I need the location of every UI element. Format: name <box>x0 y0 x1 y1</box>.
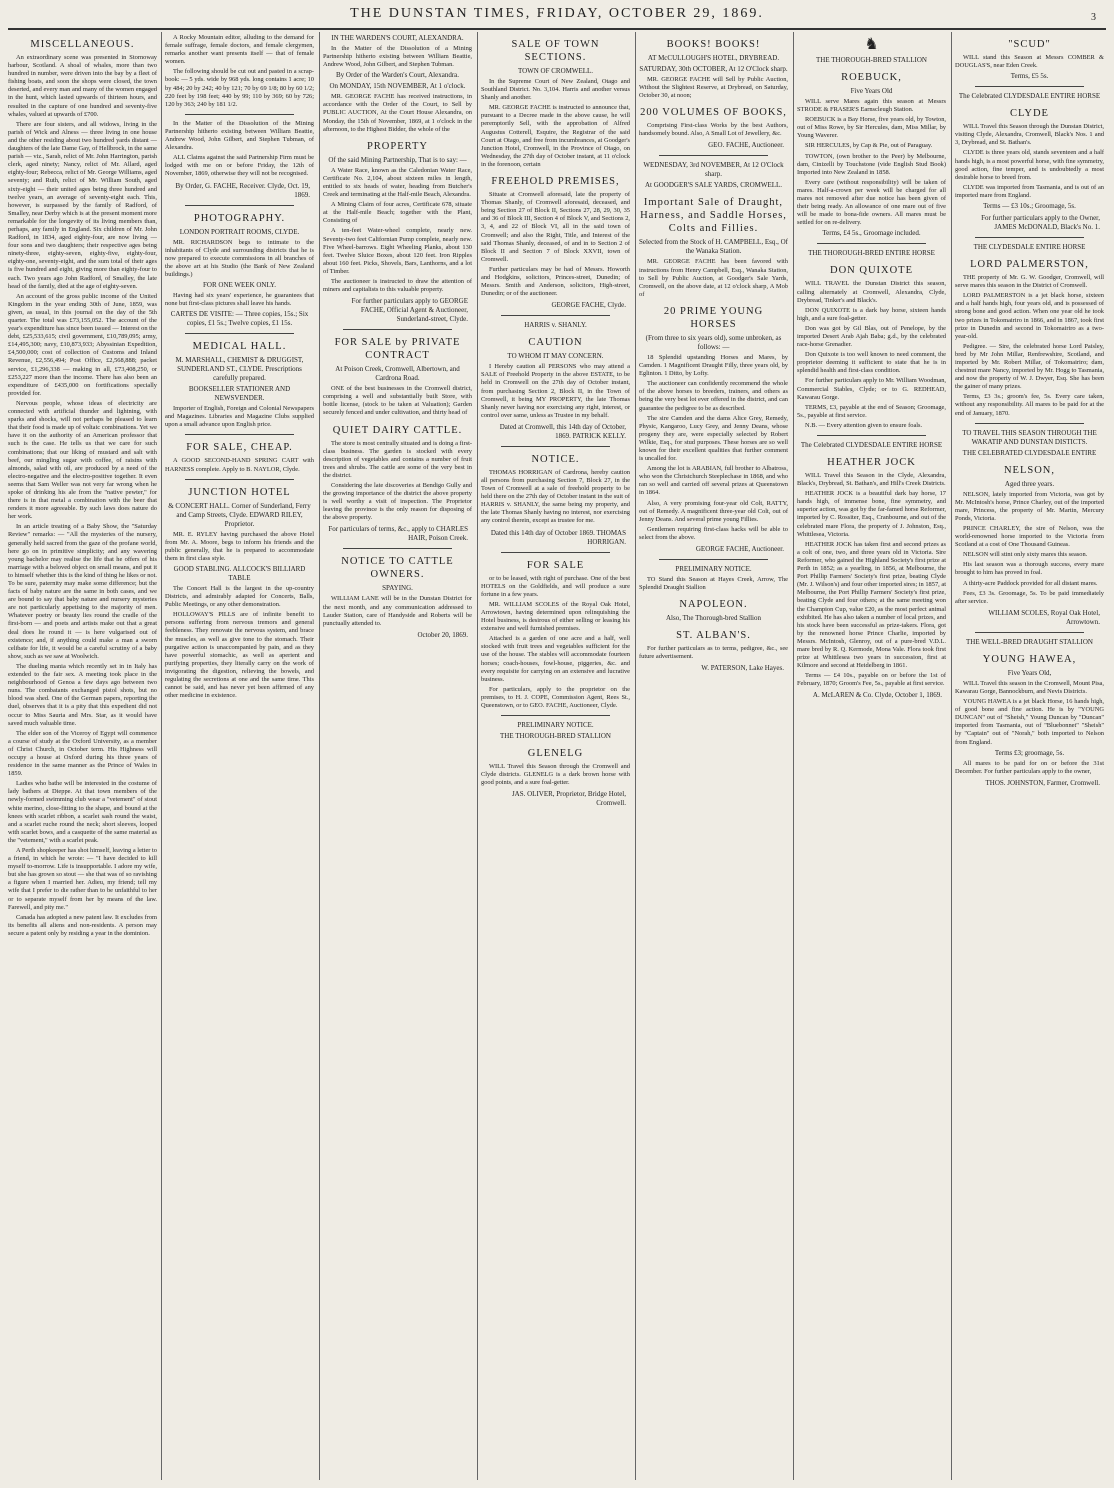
ad-subheading: By Order of the Warden's Court, Alexandra. <box>335 71 460 80</box>
ad-subheading: SATURDAY, 30th OCTOBER, At 12 O'Clock sharp. <box>639 65 788 73</box>
section-divider <box>975 86 1084 87</box>
ad-subheading: TO TRAVEL THIS SEASON THROUGH THE WAKATIP AND DUNSTAN DISTICTS. <box>962 428 1097 446</box>
column-rule <box>951 32 952 1480</box>
section-divider <box>185 114 294 115</box>
article-paragraph: The elder son of the Viceroy of Egypt will commence a course of study at the Oxford University, as a member of Christ Church, in October term. His Highness will occupy a house at Oxford during his three years of residence in the same manner as the Prince of Wales in 1859. <box>8 729 157 778</box>
ad-heading: FOR SALE <box>526 559 585 571</box>
article-paragraph: A thirty-acre Paddock provided for all distant mares. <box>963 579 1098 587</box>
section-divider <box>975 237 1084 238</box>
ad-signature: By Order, G. FACHE, Receiver. Clyde, Oct. 19, 1869. <box>175 181 310 199</box>
article-paragraph: TO Stand this Season at Hayes Creek, Arrow, The Splendid Draught Stallion <box>639 576 788 592</box>
ad-heading: GLENELG <box>527 748 584 760</box>
section-divider <box>501 552 610 553</box>
ad-heading: Important Sale of Draught, Harness, and Saddle Horses, Colts and Fillies. <box>640 197 787 235</box>
column-rule <box>319 32 320 1480</box>
ad-signature: Dated at Cromwell, this 14th day of October, 1869. PATRICK KELLY. <box>499 422 626 440</box>
article-paragraph: The following should be cut out and pasted in a scrap-book: — 5 yds. wide by 968 yds. long contains 1 acre; 10 by 484; 20 by 242; 40 by 121; 70 by 69 1/8; 80 by 60 1/2; 220 feet by 198 feet; 440 by 99; 110 by 369; 60 by 726; 120 by 363; 240 by 181 1/2. <box>165 68 314 108</box>
article-paragraph: Nervous people, whose ideas of electricity are connected with artificial thunder and lightning, with sparks and shocks, will not perhaps be pleased to learn that their food is made up of voltaic combinations. Yet we have it on the authority of an American professor that such is the case. He tells us that we care for such combinations; that our liking of mustard and salt with beef, our mingling sugar with coffee, of raisins with almonds, salad with oil, are produced by a need of the electro-negative and the electro-positive together. It even seems that Sam Weller was not very far wrong when he spoke of drinking his ale from the "native pewter," for there is in that metal a combination with the beer that renders it more agreeable. By such laws does nature do her work. <box>8 399 157 521</box>
section-divider <box>343 548 452 549</box>
article-paragraph: Pedigree. — Sire, the celebrated horse Lord Paisley, bred by Mr John Millar, Renfrewshire, Scotland, and imported by Mr. Robert Millar, of Tokomairiro; dam, chestnut mare Nancy, imported by Mr. Hogg to Tasmania, and now the property of W. J. Dwyer, Esq. She has been the gainer of many prizes. <box>955 342 1104 391</box>
article-paragraph: YOUNG HAWEA is a jet black Horse, 16 hands high, of good bone and fine action. He is by "YOUNG DUNCAN" out of "Sheish," Young Duncan by "Duncan" imported from Tasmania, out of "Bluebonnet" "Sheish" by "Captain" out of "Norah," both imported to Nelson from England. <box>955 698 1104 746</box>
article-paragraph: HEATHER JOCK is a beautiful dark bay horse, 17 hands high, of immense bone, fine symmetry, and superior action, was got by the far-famed horse Reformer, imported by C. Rossiter, Esq., Cranbourne, and out of the celebrated mare Flora, the property of J. Johnston, Esq., Whittlesea, Victoria. <box>797 490 946 538</box>
article-paragraph: The auctioneer is instructed to draw the attention of miners and capitalists to this valuable property. <box>323 277 472 294</box>
ad-signature: For particulars of terms, &c., apply to CHARLES HAIR, Poison Creek. <box>328 525 468 543</box>
article-paragraph: WILL Travel this season in the Cromwell, Mount Pisa, Kawarau Gorge, Bannockburn, and Nevis Districts. <box>955 679 1104 695</box>
column-rule <box>161 32 162 1480</box>
column-4 <box>481 32 630 1480</box>
ad-subheading: M. MARSHALL, CHEMIST & DRUGGIST, SUNDERLAND ST., CLYDE. Prescriptions carefully prepared. <box>175 356 304 383</box>
ad-heading: CAUTION <box>528 337 583 349</box>
ad-subheading: LONDON PORTRAIT ROOMS, CLYDE. <box>179 227 300 236</box>
article-paragraph: The store is most centrally situated and is doing a first-class business. The garden is stocked with every description of vegetables and contains a number of fruit trees and shrubs. The cattle are some of the very best in the district. <box>323 439 472 479</box>
ad-heading: DON QUIXOTE <box>829 265 914 277</box>
article-paragraph: The Concert Hall is the largest in the up-country Districts, and admirably adapted for Concerts, Balls, Public Meetings, or any other demonstration. <box>165 585 314 609</box>
article-paragraph: An extraordinary scene was presented in Stornoway harbour, Scotland. A shoal of whales, more than two hundred in number, were driven into the bay by a fleet of fishing boats, and soon the shops were closed, the town deserted, and every man and many of the women engaged in the hunt, which lasted upwards of thirteen hours, and resulted in the capture of one hundred and seventy-five whales, valued at upwards of £700. <box>8 54 157 118</box>
article-paragraph: For further particulars apply to Mr. William Woodman, Commercial Stables, Clyde; or to G. REDHEAD, Kawarau Gorge. <box>797 377 946 401</box>
ad-subheading: Terms £3; groomage, 5s. <box>994 748 1065 757</box>
ad-heading: PHOTOGRAPHY. <box>193 212 286 224</box>
section-divider <box>501 715 610 716</box>
article-paragraph: ROEBUCK is a Bay Horse, five years old, by Towton, out of Miss Rowe, by Sir Hercules, dam, Miss Millar, by Young Waverer. <box>797 116 946 140</box>
column-rule <box>477 32 478 1480</box>
article-paragraph: For further particulars as to terms, pedigree, &c., see future advertisement. <box>639 645 788 661</box>
ad-heading: NOTICE. <box>531 453 580 465</box>
ad-heading: NOTICE TO CATTLE OWNERS. <box>341 556 454 581</box>
section-divider <box>817 435 926 436</box>
ad-subheading: Terms — £3 10s.; Groomage, 5s. <box>983 202 1076 211</box>
article-paragraph: MR. GEORGE FACHE has received instructions, in accordance with the Order of the Court, to Sell by PUBLIC AUCTION, At the Court House Alexandra, on Monday, the 15th of November, 1869, at 1 o'clock in the afternoon, to the Highest Bidder, the whole of the <box>323 93 472 133</box>
article-paragraph: ONE of the best businesses in the Cromwell district, comprising a well and substantially built Store, with bottle license, (stock to be taken at Valuation); Garden securely fenced and under cultivation, and thirty head of <box>323 385 472 417</box>
article-paragraph: I Hereby caution all PERSONS who may attend a SALE of Freehold Property in the above ESTATE, to be held in Cromwell on the 27th day of October instant, from purchasing Section 2, Block II, in the Town of Cromwell, it being MY PROPERTY, the late Thomas Shanly never having nor exercising any right, interest, or control over same, unless as Trustee in my behalf. <box>481 363 630 419</box>
article-paragraph: WILL Travel this Season in the Clyde, Alexandra, Black's, Drybread, St. Bathan's, and Hill's Creek Districts. <box>797 472 946 488</box>
section-divider <box>343 329 452 330</box>
article-paragraph: In the Matter of the Dissolution of a Mining Partnership hitherto existing between William Beattie, Andrew Wood, John Gilbert, and Stephen Tubman. <box>323 45 472 69</box>
ad-heading: ST. ALBAN'S. <box>676 630 751 642</box>
ad-signature: A. McLAREN & Co. Clyde, October 1, 1869. <box>812 691 942 700</box>
ad-heading: NAPOLEON. <box>679 599 748 611</box>
article-paragraph: or to be leased, with right of purchase. One of the best HOTELS on the Goldfields, and will produce a sure fortune in a few years. <box>481 574 630 598</box>
article-paragraph: The sire Camden and the dams Alice Grey, Remedy, Physic, Kangaroo, Lucy Grey, and Jenny Deans, whose progeny they are, were especially selected by Robert Wilkie, Esq., for stud purposes. These horses are so well known for their excellent qualities that further comment is uncalled for. <box>639 414 788 463</box>
article-paragraph: A Mining Claim of four acres, Certificate 678, situate at the Half-mile Beach; together with the Plant, Consisting of <box>323 201 472 225</box>
ad-subheading: Five Years Old <box>850 87 893 95</box>
ad-subheading: THE THOROUGH-BRED STALLION <box>816 56 927 64</box>
ad-heading: YOUNG HAWEA, <box>982 653 1077 665</box>
article-paragraph: TOWTON, (own brother to the Peer) by Melbourne, dam, Cinizelli by Touchstone (vide English Stud Book) Imported into New Zealand in 1858. <box>797 152 946 176</box>
ad-heading: MEDICAL HALL. <box>192 341 287 353</box>
section-divider <box>501 315 610 316</box>
ad-subheading: Terms, £4 5s., Groomage included. <box>822 229 921 238</box>
article-paragraph: WILL Travel this Season through the Cromwell and Clyde districts. GLENELG is a dark brown horse with good points, and a sure foal-getter. <box>481 763 630 787</box>
article-paragraph: MR. GEORGE FACHE will Sell by Public Auction, Without the Slightest Reserve, at Drybread, on Saturday, October 30, at noon; <box>639 76 788 100</box>
article-paragraph: Among the lot is ARABIAN, full brother to Albatross, who won the Christchurch Steeplechase in 1868, and who ran so well and carried off several prizes at Queenstown in 1864. <box>639 465 788 497</box>
ad-subheading: Terms, £5 5s. <box>1010 72 1049 81</box>
article-paragraph: Importer of English, Foreign and Colonial Newspapers and Magazines. Libraries and Magazine Clubs supplied upon a small advance upon English price. <box>165 405 314 429</box>
article-paragraph: An account of the gross public income of the United Kingdom in the year ending 30th of June, 1859, was given, as usual, in this journal on the day of the 5th quarter. The total was £73,155,052. The account of the year's expenditure has since been issued — Interest on the debt, £25,533,615; civil government, £10,789,095; army, £14,495,300; navy, £10,873,933; Abyssinian Expedition, £4,500,000; cost of collection of Customs and Inland Revenue, £2,556,494; Post Office, £2,568,888; packet service, £1,296,338 — making in all, £73,408,250, or £253,227 more than the income. There has also been an expenditure of £435,000 on fortifications specially provided for. <box>8 292 157 397</box>
article-paragraph: Further particulars may be had of Messrs. Howorth and Hodgkins, solicitors, Princes-street, Dunedin; of Messrs. Smith and Anderson, solicitors, High-street, Dunedin; or of the auctioneer. <box>481 265 630 298</box>
ad-subheading: TO WHOM IT MAY CONCERN. <box>507 352 604 361</box>
article-paragraph: WILL serve Mares again this season at Messrs STRODE & FRASER'S Earnscleugh Station. <box>797 98 946 114</box>
article-paragraph: Ladies who bathe will be interested in the costume of lady bathers at Dieppe. At that town members of the newly-formed swimming club wear a "vetement" of stout white merino, close-fitting to the shape, and bound at the knees with scarlet ribbon, a scarlet sash round the waist, and a scarlet ruche round the neck; short sleeves, looped with scarlet bows, and a casquette of the same material as the "vetement," with a scarlet peak. <box>8 780 157 844</box>
column-3 <box>323 32 472 1480</box>
article-paragraph: Comprising First-class Works by the best Authors, handsomely bound. Also, A Small Lot of Jewellery, &c. <box>639 122 788 138</box>
article-paragraph: CLYDE is three years old, stands seventeen and a half hands high, is a most powerful horse, with fine symmetry, good action, fine temper, and is undoubtedly a most desirable horse to breed from. <box>955 149 1104 181</box>
section-divider <box>817 243 926 244</box>
ad-subheading: THE WELL-BRED DRAUGHT STALLION <box>966 637 1093 646</box>
article-paragraph: WILL Travel this Season through the Dunstan District, visiting Clyde, Alexandra, Cromwell, Black's Nos. 1 and 3, Drybread, and St. Bathan's. <box>955 123 1104 147</box>
article-paragraph: Having had six years' experience, he guarantees that none but first-class pictures shall leave his hands. <box>165 291 314 308</box>
newspaper-masthead <box>8 6 1106 30</box>
article-paragraph: CLYDE was imported from Tasmania, and is out of an imported mare from England. <box>955 183 1104 199</box>
ad-heading: FREEHOLD PREMISES, <box>491 176 620 188</box>
section-divider <box>659 155 768 156</box>
ad-signature: GEO. FACHE, Auctioneer. <box>708 141 784 150</box>
ad-signature: W. PATERSON, Lake Hayes. <box>701 664 784 673</box>
article-paragraph: N.B. — Every attention given to ensure foals. <box>805 421 923 429</box>
ad-subheading: The Celebrated CLYDESDALE ENTIRE HORSE <box>800 441 943 449</box>
ad-subheading: CARTES DE VISITE: — Three copies, 15s.; Six copies, £1 5s.; Twelve copies, £1 15s. <box>170 310 309 328</box>
ad-subheading: TOWN OF CROMWELL. <box>517 67 594 75</box>
article-paragraph: Considering the late discoveries at Bendigo Gully and the growing importance of the district the above property is well worthy a visit of inspection. The Proprietor leaving the province is the only reason for disposing of the above property. <box>323 482 472 522</box>
article-paragraph: A ten-feet Water-wheel complete, nearly new. Seventy-two feet Californian Pump complete, nearly new. Five Wheel-barrows. Eight Wheeling Planks, about 130 feet. Twelve Sluice Boxes, about 120 feet. Iron Ripples about 160 feet. Picks, Shovels, Bars, Lanthorns, and a lot of Timber. <box>323 227 472 275</box>
ad-subheading: GOOD STABLING. ALLCOCK'S BILLIARD TABLE <box>173 565 306 582</box>
ad-subheading: At Poison Creek, Cromwell, Albertown, and Cardrona Road. <box>335 365 460 383</box>
ad-subheading: (From three to six years old), some unbroken, as follows: — <box>645 333 782 351</box>
article-paragraph: HEATHER JOCK has taken first and second prizes as a colt of one, two, and three years old in Victoria. Sire Reformer, who gained the Highland Society's first prize at Perth in 1852; as a yearling, in 1856, at Melbourne, the Port Phillip Farmers' Society's first prize, beating Clyde (Mr. J. Wilson's) and four other imported sires; in 1857, at Melbourne, the Port Phillip Farmers' Society's first prize, beating Clyde and four others; at the same meeting won the Champion Cup, value £20, as the most perfect animal exhibited. He has also taken a number of local prizes, and his stock have been successful as prize-takers. Flora, got by the renowned horse Prince Charlie, imported by Messrs. McIntosh, Glenroy, out of a pure-bred V.D.L. mare bred by R. Q. Kermode, Mona Vale. Flora took first prize at Whittlesea two years in succession, first at Kilmore and second at Heidelberg in 1861. <box>797 540 946 670</box>
article-paragraph: The dueling mania which recently set in in Italy has extended to the fair sex. A meeting took place in the neighbourhood of Genoa a few days ago between two nuns. The combatants exchanged pistol shots, but no blood was shed. One of the German papers, reporting the duel, observes that it is a pity that this expedient did not occur to Miss Sauria and Mrs. Star, as it would have saved much valuable time. <box>8 662 157 727</box>
ad-signature: JAS. OLIVER, Proprietor, Bridge Hotel, Cromwell. <box>511 790 626 808</box>
column-7 <box>955 32 1104 1480</box>
column-6 <box>797 32 946 1480</box>
article-paragraph: The auctioneer can confidently recommend the whole of the above horses to breeders, trainers, and others as being the very best lot ever offered in the district, and can guarantee the pedigree to be as described. <box>639 380 788 412</box>
ad-heading: JUNCTION HOTEL <box>188 486 291 498</box>
ad-signature: Dated this 14th day of October 1869. THOMAS HORRIGAN. <box>490 528 626 546</box>
column-2 <box>165 32 314 1480</box>
article-paragraph: Canada has adopted a new patent law. It excludes from its benefits all aliens and non-residents. A person may secure a patent only by residing a year in the dominion. <box>8 913 157 937</box>
article-paragraph: In an article treating of a Baby Show, the "Saturday Review" remarks: — "All the mysteries of the nursery, generally held sacred from the gaze of the profane world, here go on in primitive simplicity; and any wavering young bachelor may realise the life that he offers of his marriage with a beloved object on small means, and put it to himself whether this is the kind of thing he likes or not. To be sure, paternity may make some difference; but the facts of baby nature are the same in both cases, and we are bound to say that baby nature and nursery mysteries are not particularly appetising to the majority of men. Whatever poetry or beauty lies round the cradle of the first-born — and poets and artists make out that a great deal does lie round it — is here vulgarised out of existence; and, if anything could make a man a sworn celibate for life, it would be a careful scrutiny of a baby show, such as we saw at Woolwich. <box>8 523 157 660</box>
article-paragraph: LORD PALMERSTON is a jet black horse, sixteen and a half hands high, four years old, and is possessed of strong bone and good action. When one year old he took two prizes in Tokomairiro in 1866, and in 1867, took first prize in Dunedin and second in Tokomairiro as a two-year-old. <box>955 292 1104 340</box>
ad-heading: CLYDE <box>1010 108 1049 120</box>
ad-subheading: Five Years Old, <box>1007 668 1052 677</box>
ad-signature: GEORGE FACHE, Auctioneer. <box>695 545 784 553</box>
article-paragraph: Don Quixote is too well known to need comment, the proprietor deeming it sufficient to state that he is in splendid health and first-class condition. <box>797 351 946 375</box>
article-paragraph: Don was got by Gil Blas, out of Penelope, by the imported Desert Arab Ajah Baba; g.d., by the celebrated race-horse Grenadier. <box>797 324 946 349</box>
horse-icon: ♞ <box>864 36 879 53</box>
article-paragraph: NELSON will stint only sixty mares this season. <box>963 551 1088 559</box>
ad-subheading: The Celebrated CLYDESDALE ENTIRE HORSE <box>958 92 1101 101</box>
article-paragraph: All mares to be paid for on or before the 31st December. For further particulars apply to the owner, <box>955 759 1104 775</box>
ad-signature: GEORGE FACHE, Clyde. <box>551 301 626 310</box>
article-paragraph: Terms, £3 3s.; groom's fee, 5s. Every care taken, without any responsibility. All mares to be paid for at the end of January, 1870. <box>955 393 1104 417</box>
section-divider <box>185 333 294 334</box>
article-paragraph: WILLIAM LANE will be in the Dunstan District for the next month, and any communication addressed to Lauder Station, care of Handyside and Roberts will be punctually attended to. <box>323 595 472 627</box>
ad-subheading: & CONCERT HALL. Corner of Sunderland, Ferry and Camp Streets, Clyde. EDWARD RILEY, Proprietor. <box>168 501 311 528</box>
ad-subheading: THE THOROUGH-BRED STALLION <box>500 732 611 741</box>
section-divider <box>501 446 610 447</box>
article-paragraph: WILL TRAVEL the Dunstan District this season, calling alternately at Cromwell, Alexandra, Clyde, Drybread, Tinker's and Black's. <box>797 280 946 304</box>
ad-subheading: Of the said Mining Partnership, That is to say: — <box>328 155 467 164</box>
ad-heading: SALE OF TOWN SECTIONS. <box>511 39 600 63</box>
section-divider <box>185 434 294 435</box>
ad-heading: MISCELLANEOUS. <box>30 39 135 50</box>
ad-heading: LORD PALMERSTON, <box>970 259 1089 271</box>
ad-signature: October 20, 1869. <box>417 630 468 639</box>
section-divider <box>975 423 1084 424</box>
section-divider <box>659 559 768 560</box>
article-paragraph: A GOOD SECOND-HAND SPRING CART with HARNESS complete. Apply to B. NAYLOR, Clyde. <box>165 457 314 473</box>
article-paragraph: In the Supreme Court of New Zealand, Otago and Southland District. No. 3,104. Harris and another versus Shanly and another. <box>481 78 630 102</box>
article-paragraph: There are four sisters, and all widows, living in the parish of Wick and Alness — three living in one house and the other residing about two hundred yards distant — daughters of the late Dame Gay, of Hellbrock, in the same parish — viz., Sarah, relict of Mr. John Harrington, parish clerk, aged ninety; Nancy, relict of Mr. Allard, aged eighty-four; Rebecca, relict of Mr. George Williams, aged seventy; and Ruth, relict of Mr. William South, aged sixty-eight — their united ages being three hundred and twelve years, an average of seventy-eight each. This, however, is surpassed by the family of Radford, of Smalley, near Derby which is at the present moment more remarkable for the longevity of its living members than, perhaps, any family in England. Six children of Mr. John Radford, in 1834, aged eighty-four, are now living — four sons and two daughters; their respective ages being ninety-three, eighty-seven, eighty-five, eighty-four, eighty-one, seventy-eight, and the sum total of their ages is five hundred and eight, giving more than eighty-four to each. Two years ago John Radford, of Smalley, the late head of the family, died at the age of eighty-seven. <box>8 120 157 290</box>
column-rule <box>793 32 794 1480</box>
article-paragraph: For particulars, apply to the proprietor on the premises, to H. J. COPE, Commission Agent, Rees St., Queenstown, or to GEO. FACHE, Auctioneer, Clyde. <box>481 685 630 709</box>
ad-heading: BOOKS! BOOKS! <box>666 39 761 50</box>
ad-subheading: BOOKSELLER STATIONER AND NEWSVENDER. <box>188 385 291 403</box>
article-paragraph: Situate at Cromwell aforesaid, late the property of Thomas Shanly, of Cromwell aforesaid, deceased, and being Section 27 of Block II, Sections 27, 28, 29, 30, 35 and 36 of Block III, Section 4 of Block V, and Sections 2, 3, 4, and 22 of Block VI, all in the said town of Cromwell; and also the Right, Title, and Interest of the said Thomas Shanly, deceased, of and in to Section 2 of Block II and Section 7 of Block XXVII, town of Cromwell. <box>481 191 630 263</box>
ad-subheading: WEDNESDAY, 3rd NOVEMBER, At 12 O'Clock sharp. <box>643 161 784 179</box>
ad-subheading: PRELIMINARY NOTICE. <box>675 565 752 573</box>
ad-heading: 20 PRIME YOUNG HORSES <box>663 305 764 330</box>
column-5 <box>639 32 788 1480</box>
article-paragraph: Attached is a garden of one acre and a half, well stocked with fruit trees and vegetables sufficient for the use of the house. The stables will accommodate fourteen horses; coach-houses, fowl-house, piggeries, &c. and every requisite for carrying on an extensive and lucrative business. <box>481 635 630 683</box>
ad-signature: WILLIAM SCOLES, Royal Oak Hotel, Arrowtown. <box>988 608 1100 626</box>
ad-heading: HEATHER JOCK <box>827 457 916 468</box>
article-paragraph: PRINCE CHARLEY, the sire of Nelson, was the world-renowned horse imported to the Victoria from Scotland at a cost of One Thousand Guineas. <box>955 525 1104 549</box>
ad-heading: ROEBUCK, <box>841 72 902 83</box>
ad-subheading: THE THOROUGH-BRED ENTIRE HORSE <box>808 249 935 258</box>
article-paragraph: MR. E. RYLEY having purchased the above Hotel from Mr. A. Moore, begs to inform his friends and the public generally, that he is prepared to accommodate them in first class style. <box>165 530 314 562</box>
ad-subheading: Selected from the Stock of H. CAMPBELL, Esq., Of the Wanaka Station. <box>639 238 788 256</box>
ad-subheading: SPAYING. <box>382 584 413 593</box>
article-paragraph: MR. GEORGE FACHE has been favored with instructions from Henry Campbell, Esq., Wanaka Station, to Sell by Public Auction, at Goodger's Sale Yards, Cromwell, on the above date, at 12 o'clock sharp, A Mob of <box>639 258 788 298</box>
section-divider <box>975 632 1084 633</box>
ad-subheading: Aged three years. <box>1004 479 1055 488</box>
ad-heading: 200 VOLUMES OF BOOKS, <box>640 107 787 119</box>
article-paragraph: Every care (without responsibility) will be taken of mares. Half-a-crown per week will be charged for all mares not removed after due notice has been given of their being ready. An allowance of one mare out of five will be made to bona-fide owners. All mares must be settled for on re-delivery. <box>797 178 946 227</box>
ad-heading: FOR SALE by PRIVATE CONTRACT <box>334 337 461 362</box>
article-paragraph: MR. GEORGE FACHE is instructed to announce that, pursuant to a Decree made in the above cause, he will peremptorily Sell, with the approbation of Alfred Augustus Cotterell, Esquire, the Registrar of the said Court at Otago, and free from incumbrances, at Goodger's Junction Hotel, Cromwell, in the Province of Otago, on Wednesday, the 27th day of October instant, at 11 o'clock in the forenoon, certain <box>481 104 630 168</box>
article-paragraph: NELSON, lately imported from Victoria, was got by Mr. McIntosh's horse, Prince Charley, out of the imported mare, Princess, the property of Mr. Martin, Mercury Ponds, Victoria. <box>955 490 1104 522</box>
ad-subheading: AT McCULLOUGH'S HOTEL, DRYBREAD. <box>647 54 780 62</box>
article-paragraph: A Perth shopkeeper has shot himself, leaving a letter to a friend, in which he wrote: — "I have decided to kill myself to-morrow. Life is insupportable. I adore my wife, but she has grown so stout — she that was of so ravishing a figure when I married her. Adieu, my friend; tell my wife that I prefer to die rather than to be unfaithful to her or to separate myself from her by means of the law. Farewell, and pity me." <box>8 847 157 911</box>
article-paragraph: THOMAS HORRIGAN of Cardrona, hereby caution all persons from purchasing Section 7, Block 27, in the Town of Cromwell at a sale of freehold property to be held there on the 27th day of October instant in the suit of HARRIS v. SHANLY, the same being my property, and the late Thomas Shanly having no interest, nor exercising any control therein, except as trustee for me. <box>481 468 630 525</box>
masthead-title: THE DUNSTAN TIMES, FRIDAY, OCTOBER 29, 1869. <box>350 6 764 21</box>
article-paragraph: His last season was a thorough success, every mare brought to him has proved in foal. <box>955 561 1104 577</box>
section-divider <box>185 479 294 480</box>
ad-heading: NELSON, <box>1003 464 1056 476</box>
article-paragraph: Fees, £3 3s. Groomage, 5s. To be paid immediately after service. <box>955 589 1104 605</box>
column-1 <box>8 32 157 1480</box>
ad-heading: PROPERTY <box>366 140 429 152</box>
article-paragraph: A Rocky Mountain editor, alluding to the demand for female suffrage, female doctors, and female clergymen, remarks another want presents itself — that of female women. <box>165 34 314 66</box>
article-paragraph: SIR HERCULES, by Cap & Pie, out of Paraguay. <box>805 142 933 150</box>
ad-subheading: FOR ONE WEEK ONLY. <box>203 280 276 289</box>
article-paragraph: ALL Claims against the said Partnership Firm must be lodged with me on or before Friday, the 12th of November, 1869, otherwise they will not be recognised. <box>165 154 314 178</box>
ad-subheading: THE CELEBRATED CLYDESDALE ENTIRE <box>962 448 1097 457</box>
page-number: 3 <box>1091 12 1096 23</box>
ad-signature: For further particulars apply to the Owner, JAMES McDONALD, Black's No. 1. <box>981 214 1100 232</box>
article-paragraph: THE property of Mr. G. W. Goodger, Cromwell, will serve mares this season in the District of Cromwell. <box>955 274 1104 290</box>
section-divider <box>185 205 294 206</box>
column-rule <box>635 32 636 1480</box>
ad-signature: THOS. JOHNSTON, Farmer, Cromwell. <box>985 778 1100 787</box>
ad-subheading: At GOODGER'S SALE YARDS, CROMWELL. <box>644 181 783 190</box>
article-paragraph: 18 Splendid upstanding Horses and Mares, by Camden. 1 Magnificent Draught Filly, three years old, by Eglinton. 1 Ditto, by Lofty. <box>639 353 788 378</box>
article-paragraph: TERMS, £3, payable at the end of Season; Groomage, 5s., payable at first service. <box>797 403 946 419</box>
ad-heading: FOR SALE, CHEAP. <box>186 442 293 454</box>
article-paragraph: DON QUIXOTE is a dark bay horse, sixteen hands high, and a sure foal-getter. <box>797 306 946 322</box>
article-paragraph: HOLLOWAY'S PILLS are of infinite benefit to persons suffering from nervous tremors and general feebleness. They renovate the nervous system, and brace the muscles, as well as give tone to the stomach. Their purgative action is unaccompanied by pain, and as they have powerful stomachic, as well as aperient and purifying properties, they literally carry on the work of invigorating the digestion, relieving the bowels, and regulating the secretions at one and the same time. This cannot be said, and has never yet been affirmed of any other medicine in existence. <box>165 611 314 700</box>
article-paragraph: A Water Race, known as the Caledonian Water Race, Certificate No. 2,104, about sixteen miles in length, entitled to six heads of water, heading from Butcher's Creek and terminating at the Half-mile Beach, Alexandra. <box>323 166 472 199</box>
article-paragraph: Terms — £4 10s., payable on or before the 1st of February, 1870; Groom's Fee, 5s., payable at first service. <box>797 672 946 688</box>
article-paragraph: Gentlemen requiring first-class hacks will be able to select from the above. <box>639 525 788 541</box>
article-paragraph: Also, A very promising four-year old Colt, RATTY, out of Remedy. A magnificent three-year old Colt, out of Jenny Deans. And several prime young Fillies. <box>639 499 788 523</box>
ad-subheading: HARRIS v. SHANLY. <box>524 321 587 330</box>
ad-subheading: On MONDAY, 15th NOVEMBER, At 1 o'clock. <box>329 82 466 91</box>
ad-subheading: PRELIMINARY NOTICE. <box>517 721 594 730</box>
ad-subheading: Also, The Thorough-bred Stallion <box>665 614 761 623</box>
article-paragraph: In the Matter of the Dissolution of the Mining Partnership hitherto existing between William Beattie, Andrew Wood, John Gilbert, and Stephen Tubman, of Alexandra. <box>165 119 314 152</box>
ad-subheading: THE CLYDESDALE ENTIRE HORSE <box>973 243 1086 252</box>
ad-subheading: IN THE WARDEN'S COURT, ALEXANDRA. <box>331 34 464 42</box>
article-paragraph: WILL stand this Season at Messrs COMBER & DOUGLAS'S, near Eden Creek. <box>955 54 1104 70</box>
ad-heading: "SCUD" <box>1008 39 1051 50</box>
article-paragraph: MR. WILLIAM SCOLES of the Royal Oak Hotel, Arrowtown, having determined upon relinquishing the Hotel business, is desirous of either selling or leasing his extensive and well furnished premises. <box>481 600 630 633</box>
ad-signature: For further particulars apply to GEORGE FACHE, Official Agent & Auctioneer, Sunderland-street, Clyde. <box>351 297 468 324</box>
article-paragraph: MR. RICHARDSON begs to intimate to the inhabitants of Clyde and surrounding districts that he is now prepared to execute commissions in all branches of the above art at his Studio (the Bank of New Zealand buildings.) <box>165 238 314 278</box>
ad-heading: QUIET DAIRY CATTLE. <box>332 424 463 436</box>
